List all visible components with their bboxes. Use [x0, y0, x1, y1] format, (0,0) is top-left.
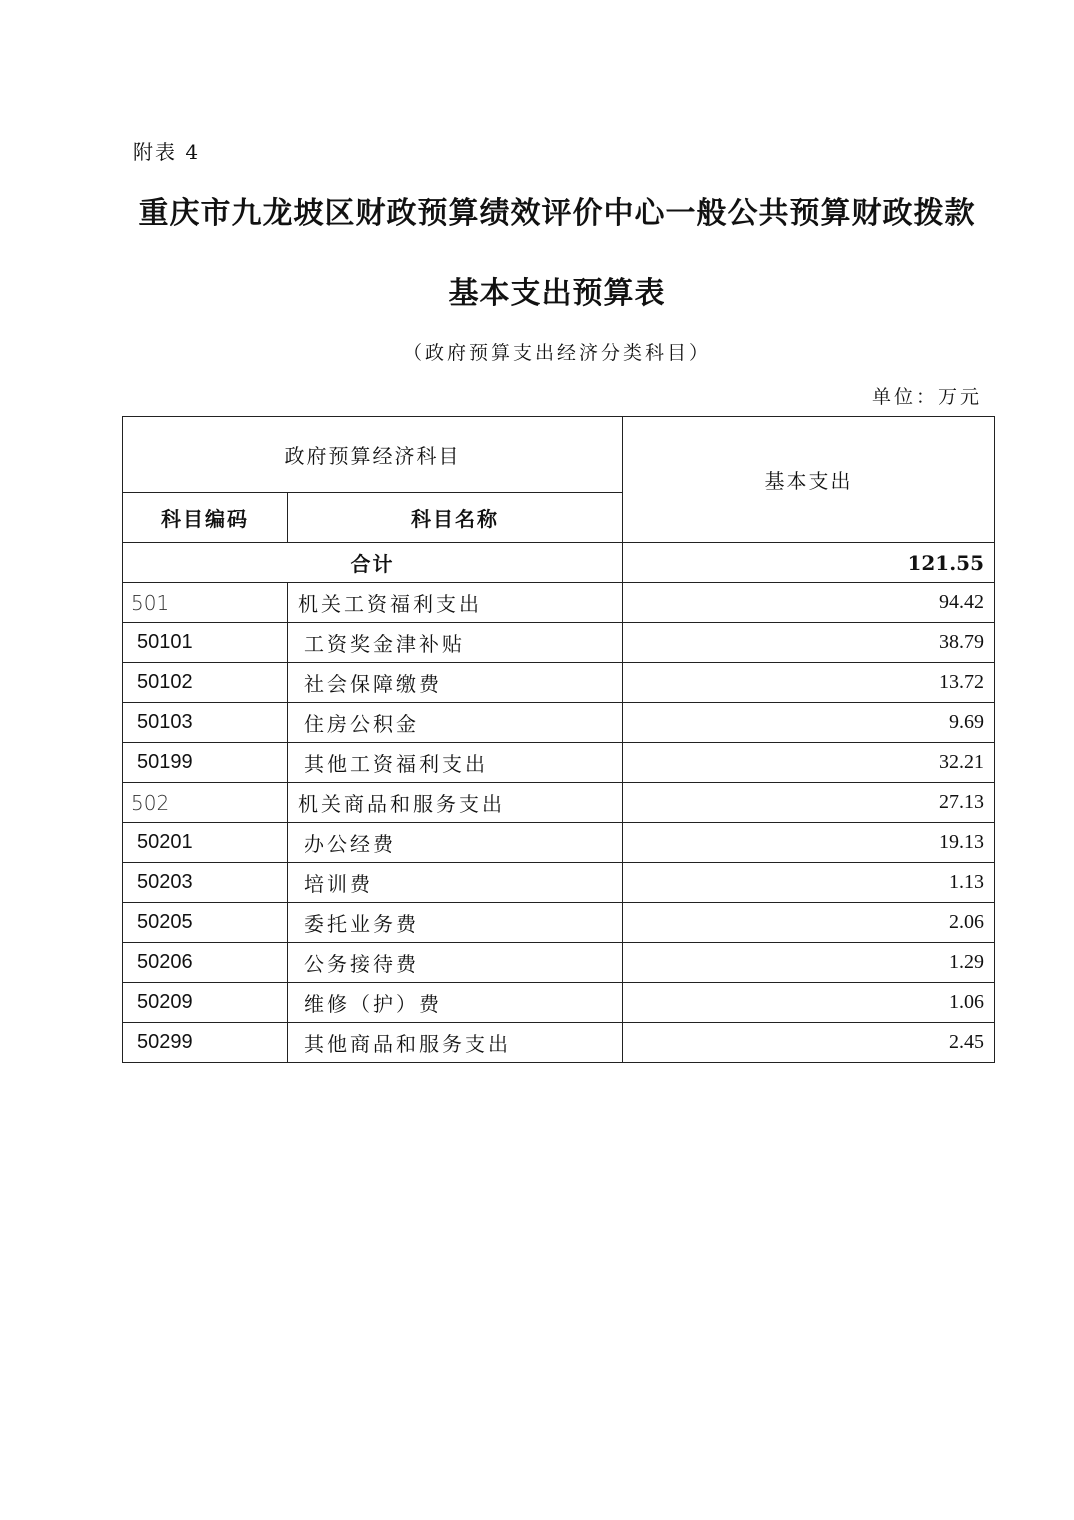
expenditure-amount: 19.13 — [623, 823, 995, 863]
document-title-line2: 基本支出预算表 — [448, 276, 666, 311]
appendix-label: 附表 4 — [133, 140, 201, 164]
expenditure-amount: 2.06 — [623, 903, 995, 943]
subject-name: 办公经费 — [288, 823, 623, 863]
subject-code: 50103 — [123, 703, 288, 743]
table-row — [123, 743, 995, 783]
subject-name: 机关商品和服务支出 — [288, 783, 623, 823]
subject-name: 公务接待费 — [288, 943, 623, 983]
subject-code: 50203 — [123, 863, 288, 903]
header-basic-expenditure: 基本支出 — [623, 417, 995, 543]
expenditure-amount: 94.42 — [623, 583, 995, 623]
expenditure-amount: 38.79 — [623, 623, 995, 663]
subject-name: 住房公积金 — [288, 703, 623, 743]
table-row — [123, 983, 995, 1023]
expenditure-amount: 9.69 — [623, 703, 995, 743]
table-row — [123, 703, 995, 743]
total-label: 合计 — [123, 543, 623, 583]
document-title-line1: 重庆市九龙坡区财政预算绩效评价中心一般公共预算财政拨款 — [138, 196, 976, 231]
total-row — [123, 543, 995, 583]
table-row — [123, 663, 995, 703]
table-row — [123, 823, 995, 863]
subject-name: 委托业务费 — [288, 903, 623, 943]
subject-name: 其他商品和服务支出 — [288, 1023, 623, 1063]
subject-code: 50101 — [123, 623, 288, 663]
table-row — [123, 1023, 995, 1063]
unit-label: 单位：万元 — [871, 386, 982, 408]
expenditure-amount: 2.45 — [623, 1023, 995, 1063]
subject-code: 50299 — [123, 1023, 288, 1063]
expenditure-amount: 32.21 — [623, 743, 995, 783]
expenditure-amount: 1.06 — [623, 983, 995, 1023]
budget-table-body — [123, 417, 995, 1063]
header-economic-category: 政府预算经济科目 — [123, 417, 623, 493]
expenditure-amount: 1.29 — [623, 943, 995, 983]
subject-code: 50209 — [123, 983, 288, 1023]
total-value: 121.55 — [623, 543, 995, 583]
header-row-group — [123, 417, 995, 493]
subject-name: 其他工资福利支出 — [288, 743, 623, 783]
subject-code: 50201 — [123, 823, 288, 863]
subject-name: 机关工资福利支出 — [288, 583, 623, 623]
table-row — [123, 783, 995, 823]
subject-code: 50102 — [123, 663, 288, 703]
expenditure-amount: 1.13 — [623, 863, 995, 903]
header-subject-code: 科目编码 — [123, 493, 288, 543]
header-subject-name: 科目名称 — [288, 493, 623, 543]
subject-code: 50205 — [123, 903, 288, 943]
budget-table — [122, 416, 995, 1063]
expenditure-amount: 13.72 — [623, 663, 995, 703]
subject-code: 50206 — [123, 943, 288, 983]
subject-name: 培训费 — [288, 863, 623, 903]
subject-name: 社会保障缴费 — [288, 663, 623, 703]
table-row — [123, 583, 995, 623]
expenditure-amount: 27.13 — [623, 783, 995, 823]
table-row — [123, 903, 995, 943]
document-subtitle: （政府预算支出经济分类科目） — [402, 342, 711, 364]
table-row — [123, 863, 995, 903]
subject-code: 50199 — [123, 743, 288, 783]
table-row — [123, 943, 995, 983]
subject-code: 502 — [123, 783, 288, 823]
subject-code: 501 — [123, 583, 288, 623]
table-row — [123, 623, 995, 663]
subject-name: 维修（护）费 — [288, 983, 623, 1023]
subject-name: 工资奖金津补贴 — [288, 623, 623, 663]
